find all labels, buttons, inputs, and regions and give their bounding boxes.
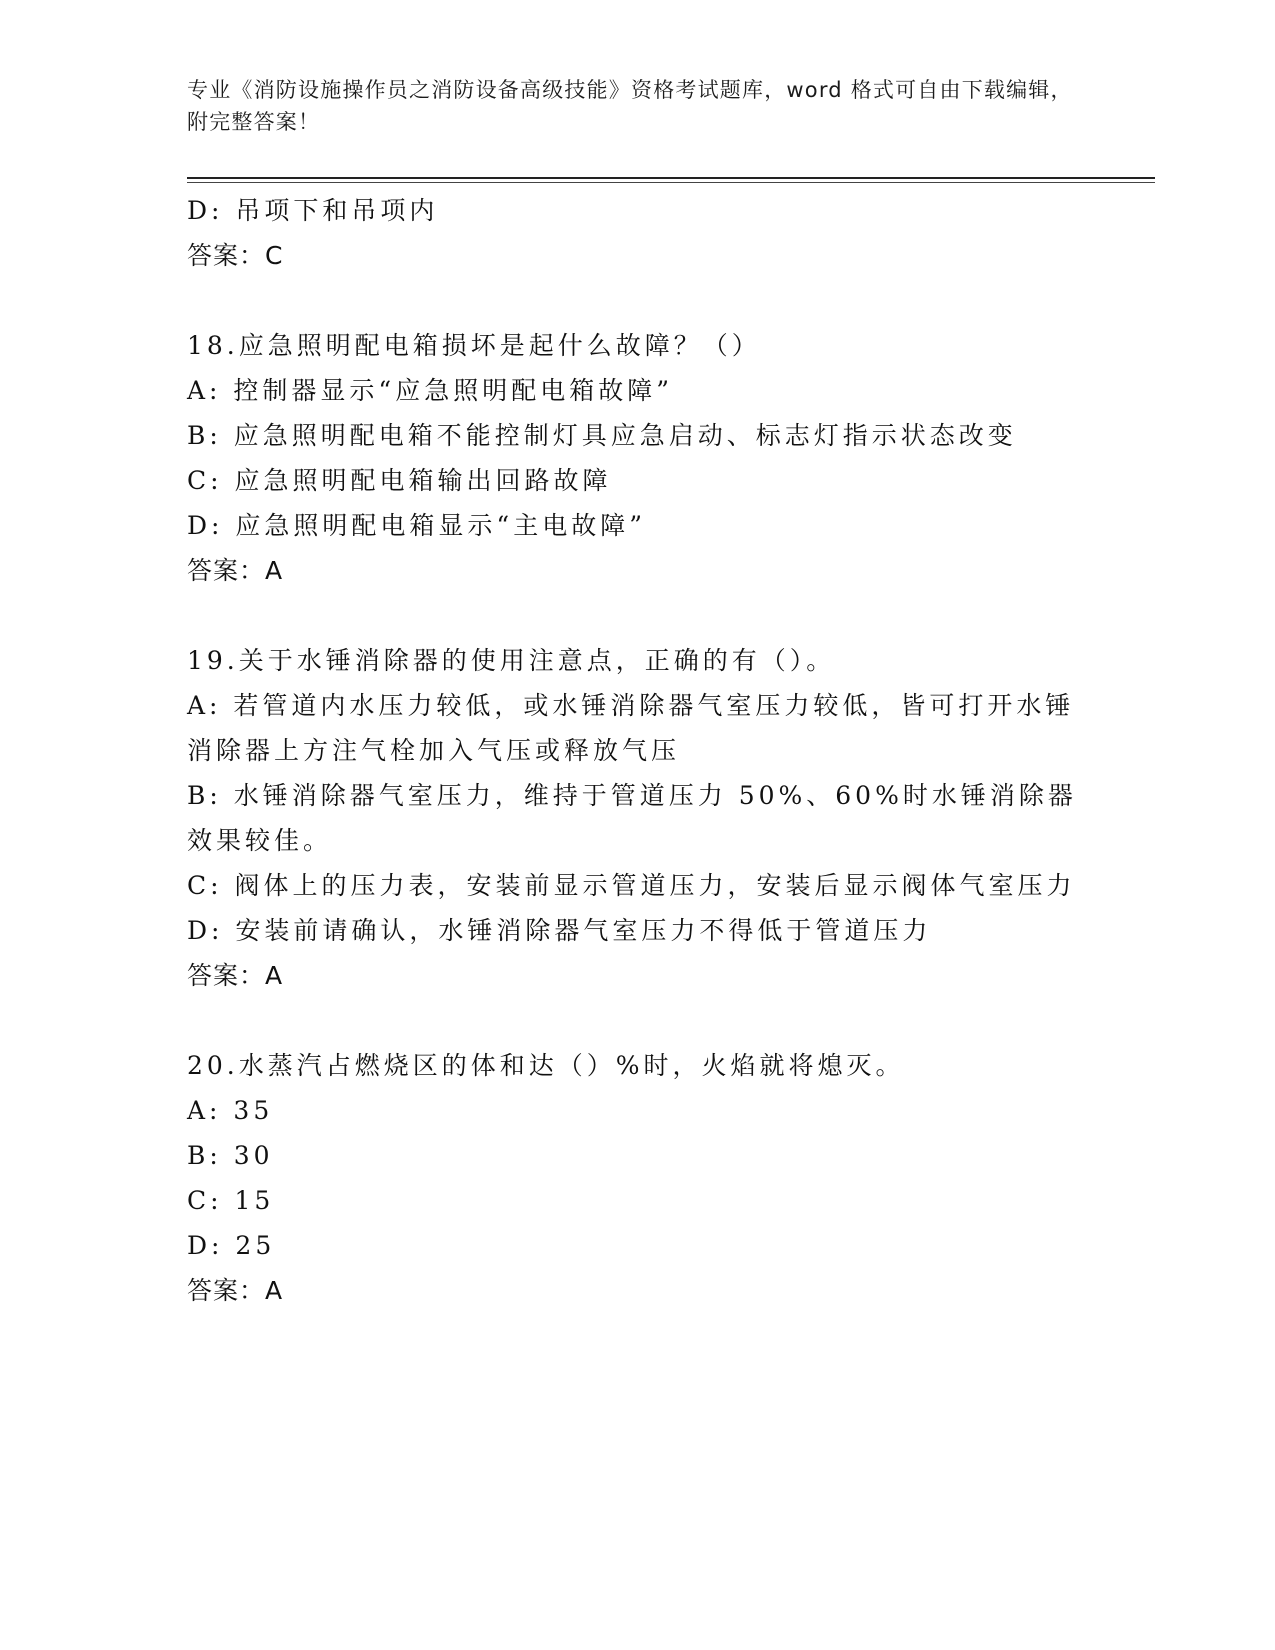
- page-header: 专业《消防设施操作员之消防设备高级技能》资格考试题库，word 格式可自由下载编辑，附完整答案！: [187, 78, 1073, 134]
- spacer: [187, 998, 1087, 1043]
- option-c: C: 应急照明配电箱输出回路故障: [187, 466, 612, 495]
- option-c: C: 15: [187, 1186, 275, 1215]
- question-19: [187, 638, 1087, 998]
- option-d: D: 吊项下和吊项内: [187, 196, 439, 225]
- spacer: [187, 593, 1087, 638]
- header-divider-thin: [187, 182, 1155, 183]
- question-stem: 20.水蒸汽占燃烧区的体和达（）%时，火焰就将熄灭。: [187, 1051, 905, 1080]
- option-d: D: 安装前请确认，水锤消除器气室压力不得低于管道压力: [187, 916, 932, 945]
- option-d: D: 应急照明配电箱显示“主电故障”: [187, 511, 646, 540]
- option-a: A: 35: [187, 1096, 274, 1125]
- option-c: C: 阀体上的压力表，安装前显示管道压力，安装后显示阀体气室压力: [187, 871, 1076, 900]
- option-a: A: 若管道内水压力较低，或水锤消除器气室压力较低，皆可打开水锤消除器上方注气栓加入气压或释放气压: [187, 691, 1075, 765]
- question-stem: 18.应急照明配电箱损坏是起什么故障？（）: [187, 331, 761, 360]
- option-b: B: 水锤消除器气室压力，维持于管道压力 50%、60%时水锤消除器效果较佳。: [187, 781, 1077, 855]
- spacer: [187, 278, 1087, 323]
- option-d: D: 25: [187, 1231, 276, 1260]
- answer-line: 答案：A: [187, 961, 284, 990]
- question-20: [187, 1043, 1087, 1313]
- answer-line: 答案：A: [187, 1276, 284, 1305]
- question-stem: 19.关于水锤消除器的使用注意点，正确的有（）。: [187, 646, 836, 675]
- option-b: B: 30: [187, 1141, 274, 1170]
- answer-line: 答案：A: [187, 556, 284, 585]
- question-18: [187, 323, 1087, 593]
- header-divider-thick: [187, 177, 1155, 179]
- question-list: [187, 188, 1087, 1313]
- option-a: A: 控制器显示“应急照明配电箱故障”: [187, 376, 673, 405]
- option-b: B: 应急照明配电箱不能控制灯具应急启动、标志灯指示状态改变: [187, 421, 1017, 450]
- previous-question-tail: [187, 188, 1087, 278]
- answer-line: 答案：C: [187, 241, 284, 270]
